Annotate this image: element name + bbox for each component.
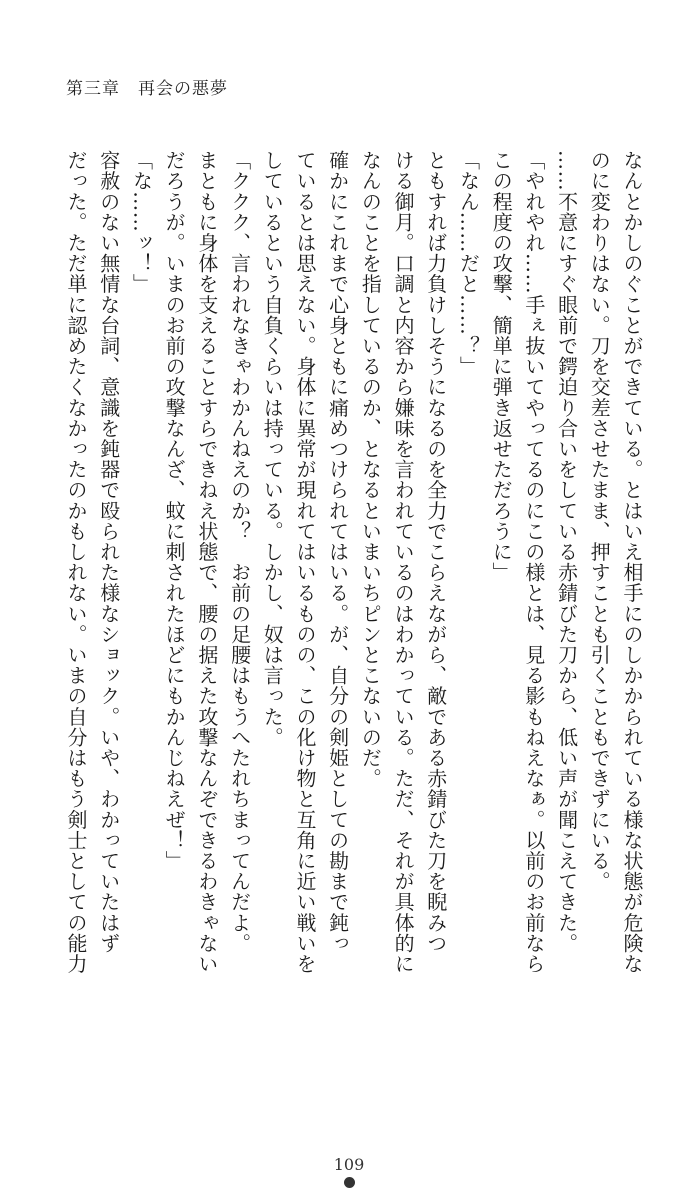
text-line-2: のに変わりはない。刀を交差させたまま、押すことも引くこともできずにいる。	[587, 150, 612, 892]
text-line-7: ともすれば力負けしそうになるのを全力でこらえながら、敵である赤錆びた刀を睨みつ	[423, 150, 448, 954]
page-marker-dot	[344, 1177, 355, 1188]
text-line-15: だろうが。いまのお前の攻撃なんざ、蚊に刺されたほどにもかんじねえぜ！」	[162, 150, 187, 871]
text-line-11: ているとは思えない。身体に異常が現れてはいるものの、この化け物と互角に近い戦いを	[292, 150, 317, 974]
chapter-title: 第三章 再会の悪夢	[66, 79, 228, 99]
text-line-13: 「ククク、言われなきゃわかんねえのか？ お前の足腰はもうへたれちまってんだよ。	[227, 150, 252, 954]
text-line-14: まともに身体を支えることすらできねえ状態で、腰の据えた攻撃なんぞできるわきゃない	[194, 150, 219, 974]
text-line-16: 「な……ッ！」	[129, 150, 154, 295]
text-line-5: この程度の攻撃、簡単に弾き返せただろうに」	[489, 150, 514, 583]
body-text	[48, 150, 648, 1030]
text-line-6: 「なん……だと……？」	[456, 150, 481, 377]
text-line-1: なんとかしのぐことができている。とはいえ相手にのしかかられている様な状態が危険な	[620, 150, 644, 974]
text-line-8: ける御月。口調と内容から嫌味を言われているのはわかっている。ただ、それが具体的に	[391, 150, 416, 974]
text-line-18: だった。ただ単に認めたくなかったのかもしれない。いまの自分はもう剣士としての能力	[64, 150, 89, 974]
text-line-17: 容赦のない無情な台詞、意識を鈍器で殴られた様なショック。いや、わかっていたはず	[96, 150, 121, 954]
text-line-10: 確かにこれまで心身ともに痛めつけられてはいる。が、自分の剣姫としての勘まで鈍っ	[325, 150, 350, 954]
text-line-12: しているという自負くらいは持っている。しかし、奴は言った。	[260, 150, 285, 748]
text-line-9: なんのことを指しているのか、となるといまいちピンとこないのだ。	[358, 150, 383, 789]
text-line-4: 「やれやれ……手ぇ抜いてやってるのにこの様とは、見る影もねえなぁ。以前のお前なら	[521, 150, 546, 974]
page-number: 109	[333, 1155, 365, 1174]
text-line-3: ……不意にすぐ眼前で鍔迫り合いをしている赤錆びた刀から、低い声が聞こえてきた。	[554, 150, 579, 954]
